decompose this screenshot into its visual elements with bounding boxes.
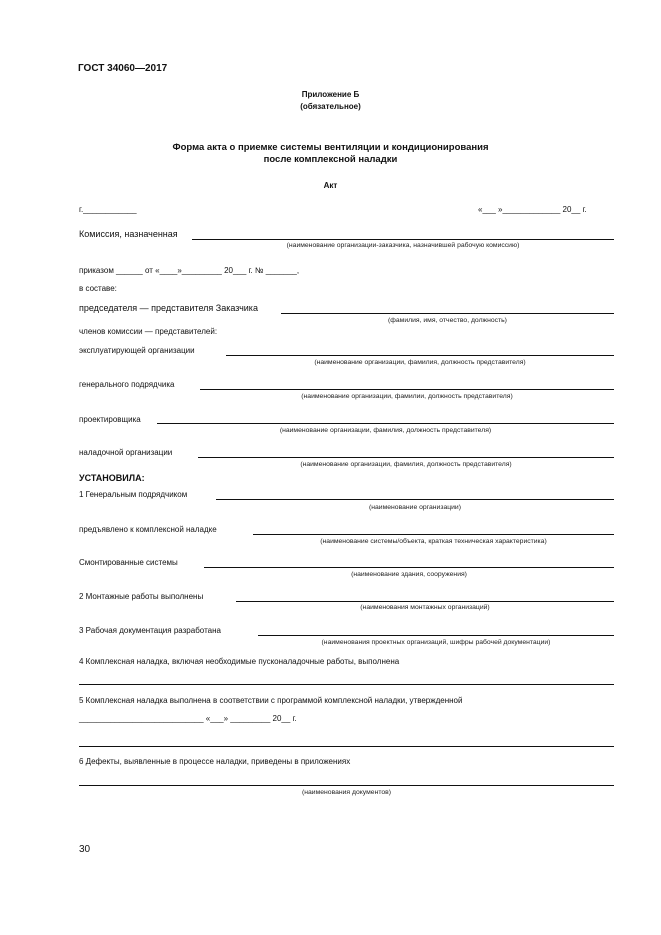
page-number: 30 xyxy=(79,844,91,855)
item6-label: 6 Дефекты, выявленные в процессе наладки, приведены в приложениях xyxy=(79,757,351,766)
chairman-label: председателя — представителя Заказчика xyxy=(79,303,258,313)
commission-field[interactable] xyxy=(192,239,614,240)
item5-label: 5 Комплексная наладка выполнена в соответствии с программой комплексной наладки, утвержденной xyxy=(79,696,463,705)
established-label: УСТАНОВИЛА: xyxy=(79,473,145,483)
commissioning-org-label: наладочной организации xyxy=(79,448,173,457)
form-title-line2: после комплексной наладки xyxy=(263,154,398,165)
operating-field[interactable] xyxy=(226,355,614,356)
appendix-status: (обязательное) xyxy=(300,102,361,111)
item1-field[interactable] xyxy=(216,499,614,500)
chairman-field[interactable] xyxy=(281,313,614,314)
item3-field[interactable] xyxy=(258,635,614,636)
item5-field[interactable] xyxy=(79,746,614,747)
item2-label: 2 Монтажные работы выполнены xyxy=(79,592,204,601)
commissioning-org-caption: (наименование организации, фамилия, должность представителя) xyxy=(300,461,512,468)
chairman-caption: (фамилия, имя, отчество, должность) xyxy=(388,317,507,324)
operating-label: эксплуатирующей организации xyxy=(79,346,195,355)
place-prefix: г. xyxy=(79,205,84,214)
presented-field[interactable] xyxy=(253,534,614,535)
operating-caption: (наименование организации, фамилия, должность представителя) xyxy=(314,359,526,366)
designer-caption: (наименование организации, фамилия, должность представителя) xyxy=(279,427,492,434)
composition-label: в составе: xyxy=(79,284,117,293)
item5-approval-date[interactable]: ____________________________ «___» _________ 20__ г. xyxy=(79,714,297,723)
general-contractor-caption: (наименование организации, фамилии, должность представителя) xyxy=(301,393,513,400)
place-line xyxy=(79,205,137,214)
item2-field[interactable] xyxy=(236,601,614,602)
item6-caption: (наименования документов) xyxy=(301,789,392,796)
item4-field[interactable] xyxy=(79,684,614,685)
item4-label: 4 Комплексная наладка, включая необходимые пусконаладочные работы, выполнена xyxy=(79,657,400,666)
general-contractor-label: генерального подрядчика xyxy=(79,380,175,389)
mounted-field[interactable] xyxy=(204,567,614,568)
members-label: членов комиссии — представителей: xyxy=(79,327,218,336)
presented-label: предъявлено к комплексной наладке xyxy=(79,525,217,534)
mounted-label: Смонтированные системы xyxy=(79,558,178,567)
item3-caption: (наименования проектных организаций, шифры рабочей документации) xyxy=(321,639,551,646)
presented-caption: (наименование системы/объекта, краткая техническая характеристика) xyxy=(320,538,547,545)
commission-caption: (наименование организации-заказчика, назначившей рабочую комиссию) xyxy=(286,242,520,249)
designer-label: проектировщика xyxy=(79,415,141,424)
commission-label: Комиссия, назначенная xyxy=(79,229,178,239)
item1-caption: (наименование организации) xyxy=(369,504,461,511)
general-contractor-field[interactable] xyxy=(200,389,614,390)
commissioning-org-field[interactable] xyxy=(198,457,614,458)
appendix-title: Приложение Б xyxy=(301,90,360,99)
order-line[interactable]: приказом ______ от «____»_________ 20___ г. № _______, xyxy=(79,266,300,275)
act-date[interactable]: «___ »_____________ 20__ г. xyxy=(478,205,587,214)
item1-label: 1 Генеральным подрядчиком xyxy=(79,490,188,499)
place-blank[interactable]: ____________ xyxy=(83,205,137,214)
item2-caption: (наименования монтажных организаций) xyxy=(360,604,490,611)
form-title-line1: Форма акта о приемке системы вентиляции и кондиционирования xyxy=(172,142,489,153)
mounted-caption: (наименование здания, сооружения) xyxy=(351,571,467,578)
item3-label: 3 Рабочая документация разработана xyxy=(79,626,221,635)
item6-field[interactable] xyxy=(79,785,614,786)
standard-number: ГОСТ 34060—2017 xyxy=(78,63,168,74)
designer-field[interactable] xyxy=(157,423,614,424)
act-label: Акт xyxy=(323,181,338,190)
